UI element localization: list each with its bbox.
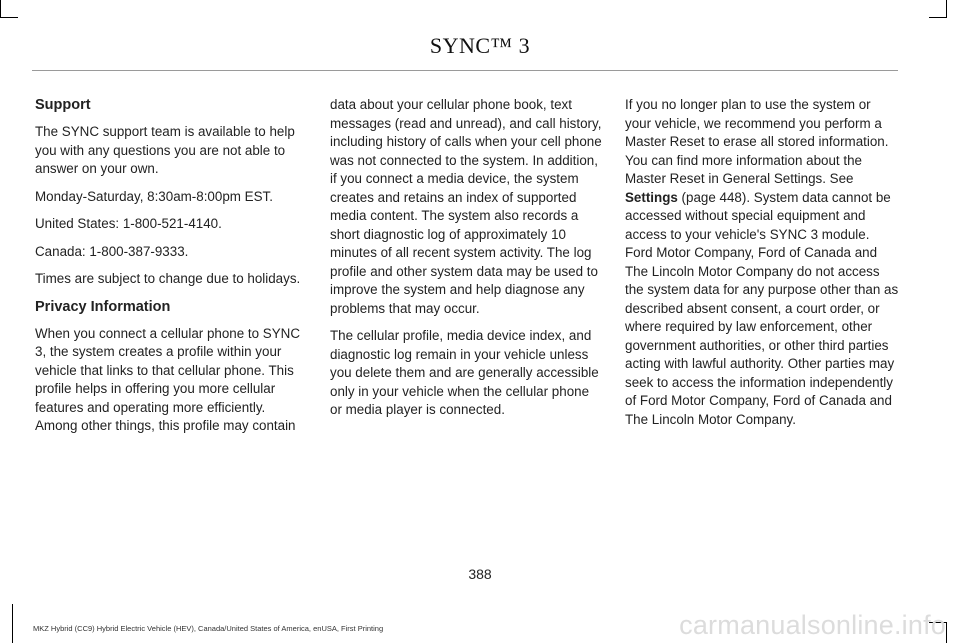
crop-mark-bottom-left-v — [12, 604, 13, 643]
column-1 — [35, 96, 310, 445]
page-number: 388 — [468, 566, 492, 582]
column-2 — [330, 96, 604, 429]
crop-mark-top-right-h — [929, 17, 947, 18]
support-phone-canada: Canada: 1-800-387-9333. — [35, 243, 189, 259]
support-heading: Support — [35, 97, 91, 113]
column-3 — [625, 96, 899, 438]
support-phone-us: United States: 1-800-521-4140. — [35, 216, 222, 231]
crop-mark-top-left-h — [0, 17, 18, 18]
settings-link[interactable]: Settings — [625, 189, 678, 205]
system-data-text: System data cannot be accessed without special equipment and access to your vehicle's SYNC 3 module. Ford Motor Company, Ford of Canada and The Lincoln Motor Company do not access the system data for any purpose other than as described absent consent, a court order, or where required by law enforcement, other government authorities, or other third parties acting with lawful authority. Other parties may seek to access the information independently of Ford Motor Company, Ford of Canada and The Lincoln Motor Company. — [625, 189, 899, 427]
header-divider — [32, 70, 898, 71]
watermark: carmanualsonline.info — [679, 610, 946, 640]
page-reference: (page 448). — [677, 189, 751, 205]
privacy-paragraph-continued: data about your cellular phone book, text messages (read and unread), and call history, including history of calls when your cell phone was not connected to the system. In addition, if you connect a media device, the system creates and retains an index of supported media content. The system also records a short diagnostic log of approximately 10 minutes of all recent system activity. The log profile and other system data may be used to improve the system and help diagnose any problems that may occur. — [330, 97, 602, 316]
support-paragraph: The SYNC support team is available to help you with any questions you are not able to answer on your own. — [35, 124, 295, 176]
crop-mark-top-right-v — [946, 0, 947, 18]
master-reset-paragraph — [625, 96, 899, 429]
diagnostic-log-paragraph: The cellular profile, media device index, and diagnostic log remain in your vehicle unless you delete them and are generally accessible only in your vehicle when the cellular phone or media player is connected. — [330, 328, 599, 417]
privacy-heading: Privacy Information — [35, 298, 171, 315]
privacy-paragraph: When you connect a cellular phone to SYNC 3, the system creates a profile within your vehicle that links to that cellular phone. This profile helps in offering you more cellular features and operating more efficiently. Among other things, this profile may contain — [35, 325, 300, 433]
support-hours: Monday-Saturday, 8:30am-8:00pm EST. — [35, 188, 273, 204]
master-reset-text: If you no longer plan to use the system or your vehicle, we recommend you perform a Master Reset to erase all stored information. You can find more information about the Master Reset in General Settings. See — [625, 97, 889, 186]
support-holidays-note: Times are subject to change due to holidays. — [35, 271, 301, 286]
crop-mark-top-left-v — [0, 0, 1, 18]
crop-mark-bottom-right-v — [946, 622, 947, 643]
printing-info: MKZ Hybrid (CC9) Hybrid Electric Vehicle (HEV), Canada/United States of America, enUSA, First Printing — [33, 624, 384, 633]
page-title: SYNC™ 3 — [429, 33, 531, 58]
